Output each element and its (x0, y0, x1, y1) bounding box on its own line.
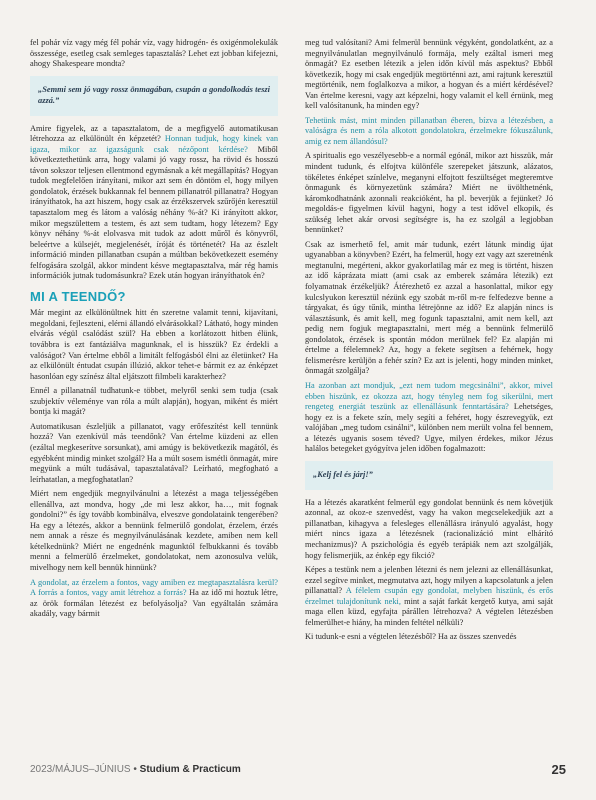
highlighted-text: A gondolat, az érzelem a fontos, vagy amiben ez megtapasztalásra kerül? A forrás a fontos, vagy amit létrehoz a forrás? (30, 577, 278, 598)
paragraph: Automatikusan észleljük a pillanatot, vagy erőfeszítést kell tennünk hozzá? Van ezenkívül más teendőnk? Van értelme küzdeni az ellen (ezáltal megkeserítve sorsunkat), ami amúgy is bekövetkezik magától, és egyébként mindig minket szolgál? Ha a múlt sosem ismétli önmagát, mire megyünk a múlt tudásával, tapasztalatával? Leírható, megfogható a leírhatatlan, a megfoghatatlan? (30, 421, 278, 484)
paragraph: Ha a létezés akaratként felmerül egy gondolat bennünk és nem követjük azonnal, az okoz-e szenvedést, vagy ha vakon megcselekedjük azt a pillanatban, kihagyva a felesleges ellenállásra irányuló agyalást, hogy miért nincs igaza a létezésnek (racionalizáció mint elhárító mechanizmus)? A pszichológia és egyéb terápiák nem azt szolgálják, hogy felismerjük, az énkép egy fikció? (305, 497, 553, 560)
issue-date: 2023/MÁJUS–JÚNIUS (30, 764, 131, 775)
paragraph: Ennél a pillanatnál tudhatunk-e többet, melyről senki sem tudja (csak szubjektív véleménye van róla a múlt alapján), hogyan, miként és miért bontja ki magát? (30, 386, 278, 417)
paragraph: A gondolat, az érzelem a fontos, vagy amiben ez megtapasztalásra kerül? A forrás a fontos, vagy amit létrehoz a forrás? Ha az idő mi hoztuk létre, az örök formálan létezést ez befolyásolja? Van egyáltalán számára akadály, vagy bármit (30, 577, 278, 619)
paragraph: fel pohár víz vagy még fél pohár víz, vagy hidrogén- és oxigénmolekulák összessége, esetleg csak semleges tapasztalás? Lehet ezt jobban kifejezni, ahogy Shakespeare mondta? (30, 38, 278, 69)
left-column (30, 38, 278, 624)
paragraph: Már megint az elkülönültnek hitt én szeretne valamit tenni, kijavítani, megoldani, fejleszteni, elérni állandó elvárásokkal? Látható, hogy minden elvárás végül csalódást szül? Ha ebben a korlátozott hitben élünk, továbbra is ezt fantáziálva magunknak, el is hisszük? Ez érdekli a valóságot? Van értelme ebből a limitált felfogásból élni az életünket? Ha az elkülönült éntudat csupán illúzió, akkor tehet-e bármit ez az énképzet hasonlóan egy színész által eljátszott filmbeli karakterhez? (30, 308, 278, 381)
pull-quote: „Semmi sem jó vagy rossz önmagában, csupán a gondolkodás teszi azzá.” (30, 76, 278, 116)
paragraph: A spiritualis ego veszélyesebb-e a normál egónál, mikor azt hisszük, már mindent tudunk, és elfojtva különféle szerepeket játszunk, alázatos, tökéletes énképet színlelve, meganyni elfojtott feszültséget megteremtve önmagunk és környezetünk számára? Miért ne üvölthetnénk, káromkodhatnánk azonnali reakcióként, ha pl. beverjük a fejünket? Jó megoldás-e figyelmen kívül hagyni, hogy a test idővel elkopik, és szükség lehet akár orvosi segítségre is, ha ez szolgál a legjobban bennünket? (305, 151, 553, 235)
paragraph: Amire figyelek, az a tapasztalatom, de a megfigyelő automatikusan létrehozza az elkülönült én képzetét? Honnan tudjuk, hogy kinek van igaza, mikor az igazságunk csak nézőpont kérdése? Miből következtethetünk arra, hogy valami jó vagy rossz, ha rövid és hosszú távon sokszor teljesen ellentmond egymásnak a két megállapítás? Hogyan tudok megfelelően irányítani, mikor azt sem én döntöm el, hogy milyen gondolatok, érzések bukkannak fel bennem pillanatról pillanatra? Hogyan irányíthatok, ha azt hiszem, hogy csak az érzékszervek szűrőjén keresztül tapasztalom meg és látom a valóság néhány %-át? Ki irányított akkor, mikor megszülettem a testem, és azt sem tudtam, hogy létezem? Egy könyv néhány %-át elolvasva mit tudok az adott műről és könyvről, beleértve a külsejét, megjelenését, íróját és történetét? Ha az észlelt információ minden pillanatban csupán a múltban bekövetkezett esemény felfogására szolgál, akkor mindent késve megtapasztalva, már rég hamis információk jutnak tudomásunkra? Ezek után hogyan irányíthatok én? (30, 123, 278, 281)
paragraph: Miért nem engedjük megnyilvánulni a létezést a maga teljességében ellenállva, azt mondva, hogy „de mi lesz akkor, ha…, mit fognak gondolni?” és így tovább kombinálva, elveszve gondolataink tengerében? Ha egy a létezés, akkor a bennünk felmerülő gondolat, érzelem, érzés nem annak a része és megnyilvánulásának kezdete, amiben nem kell kételkednünk? Miért ne engednénk magunktól felbukkanni és tovább menni a felmerülő érzelmeket, gondolatokat, nem azonosulva velük, mivelhogy nem kell bennük hinnünk? (30, 489, 278, 572)
paragraph: meg tud valósítani? Ami felmerül bennünk végyként, gondolatként, az a megnyilvánulatlan megnyilvánuló formája, mely ezáltal ismeri meg önmagát? Ez esetben létezik a jelen időn kívül más aspektus? Ebből következik, hogy mi csak engedjük megtörténni azt, ami rajtunk keresztül megtörténik, nem foglalkozva a mikor, a hogyan és a miért kérdésével? Van értelme keresni, vagy azt képzelni, hogy valamit el kell érnünk, meg kell valósítanunk, ha minden egy? (305, 38, 553, 111)
paragraph: Ki tudunk-e esni a végtelen létezésből? Ha az összes szenvedés (305, 632, 517, 642)
footer-bullet: • (133, 764, 137, 775)
paragraph: Csak az ismerhető fel, amit már tudunk, ezért látunk mindig újat ugyanabban a könyvben? Ezért, ha felmerül, hogy ezt vagy azt szeretnénk megtanulni, megérteni, akkor gyakorlatilag már ez meg is történt, hiszen az idő káprázata miatt (ami csak az emberek számára létezik) ezt folyamatnak érzékeljük? Átérezhető ez azzal a hasonlattal, mikor egy kulcslyukon keresztül nézünk egy szobát m-ről m-re felfedezve benne a tárgyakat, és úgy tűnik, mintha létrejönne az idő? Ez alapján nincs is választásunk, és amit kell, meg fogunk tapasztalni, amit nem kell, azt pedig nem fogjuk megtapasztalni, mert még a bennünk felmerülő gondolatok, érzések is spontán módon merülnek fel? Ez alapján mi értelme a félelemnek? Az, hogy a fekete segítsen a fehérnek, hogy felismerésre kerüljön a fehér szín? Ez azt is jelenti, hogy minden minket, önmagát szolgálja? (305, 239, 553, 376)
pull-quote: „Kelj fel és járj!” (305, 461, 553, 490)
highlighted-text: Honnan tudjuk, hogy kinek van igaza, mikor az igazságunk csak nézőpont kérdése? (30, 134, 278, 154)
right-column (305, 38, 553, 647)
highlighted-text: A félelem csupán egy gondolat, melyben hiszünk, és erős érzelmet tulajdonítunk neki, (305, 586, 553, 606)
highlighted-text: Ha azonban azt mondjuk, „ezt nem tudom megcsinálni”, akkor, mivel ebben hiszünk, ez okozza azt, hogy tényleg nem fog sikerülni, mert rengeteg energiát teszünk az ellenállásunk fenntartására? (305, 380, 553, 412)
page-footer (30, 764, 566, 778)
page-number: 25 (551, 762, 566, 777)
magazine-name: Studium & Practicum (139, 764, 241, 775)
paragraph: Képes a testünk nem a jelenben létezni és nem jelezni az ellenállásunkat, ezzel segítve minket, megmutatva azt, hogy milyen a kapcsolatunk a jelen pillanattal? A félelem csupán egy gondolat, melyben hiszünk, és erős érzelmet tulajdonítunk neki, mint a saját farkát kergető kutya, ami saját maga ellen küzd, egyfajta párállen létrehozva? A végtelen létezésben felmerülhet-e hiány, ha minden feltétel nélküli? (305, 565, 554, 627)
paragraph: Ha azonban azt mondjuk, „ezt nem tudom megcsinálni”, akkor, mivel ebben hiszünk, ez okozza azt, hogy tényleg nem fog sikerülni, mert rengeteg energiát teszünk az ellenállásunk fenntartására? Lehetséges, hogy ez is a fekete szín, mely segíti a fehéret, hogy észrevegyük, ezt valójában „meg tudom csinálni”, különben nem merült volna fel bennem, a létezés ugyanis sosem téved? Ugye, milyen érdekes, mikor Jézus halálos betegeket gyógyítva jelen időben fogalmazott: (305, 380, 553, 454)
section-heading: MI A TEENDŐ? (30, 288, 126, 304)
highlighted-paragraph: Tehetünk mást, mint minden pillanatban éberen, bízva a létezésben, a valóságra és nem a róla alkotott gondolatokra, érzelmekre fókuszálunk, amig ez nem állandósul? (305, 115, 553, 146)
